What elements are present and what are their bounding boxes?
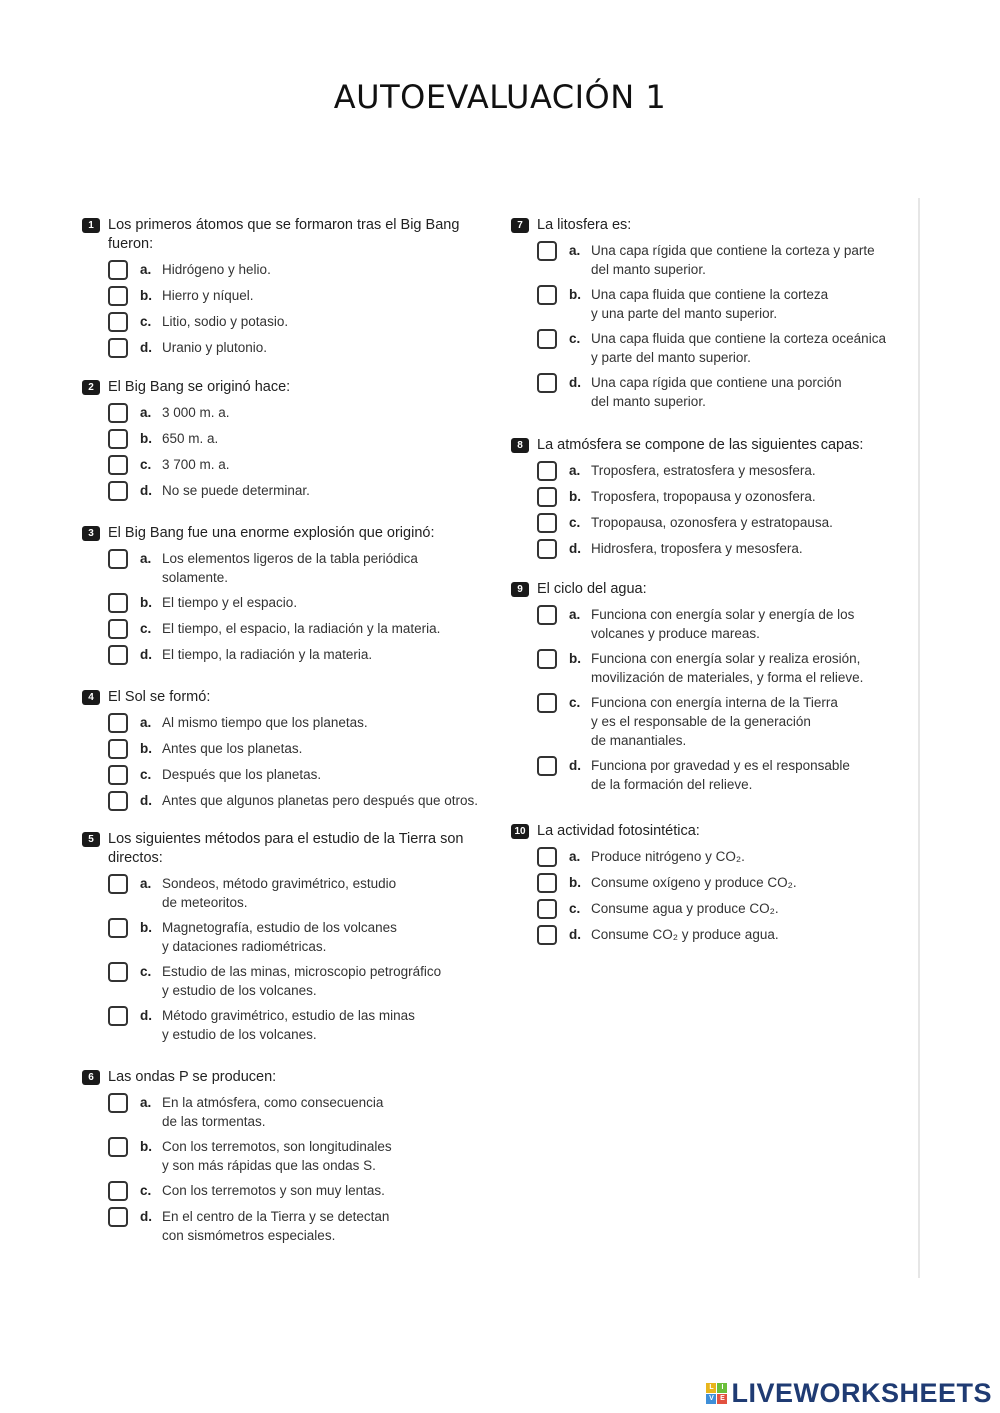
answer-option[interactable]	[108, 739, 482, 759]
option-text: Estudio de las minas, microscopio petrográfico y estudio de los volcanes.	[162, 964, 442, 998]
answer-option[interactable]	[108, 1181, 482, 1201]
question-text: Los primeros átomos que se formaron tras el Big Bang fueron:	[108, 217, 460, 252]
logo-text: LIVEWORKSHEETS	[731, 1378, 992, 1408]
option-text: Una capa fluida que contiene la corteza oceánica y parte del manto superior.	[591, 331, 886, 365]
answer-option[interactable]	[537, 925, 911, 945]
answer-checkbox[interactable]	[108, 645, 128, 665]
option-letter: c.	[140, 314, 152, 329]
question-text: Las ondas P se producen:	[108, 1069, 277, 1085]
question-8	[511, 436, 911, 559]
answer-checkbox[interactable]	[108, 791, 128, 811]
option-letter: b.	[569, 651, 581, 666]
answer-checkbox[interactable]	[108, 260, 128, 280]
option-letter: b.	[140, 431, 152, 446]
logo-mark-v: V	[706, 1394, 716, 1404]
option-letter: c.	[569, 515, 581, 530]
answer-option[interactable]	[537, 693, 911, 750]
option-letter: a.	[140, 405, 152, 420]
question-5	[82, 830, 482, 1044]
option-letter: b.	[569, 287, 581, 302]
answer-option[interactable]	[537, 241, 911, 279]
answer-option[interactable]	[537, 873, 911, 893]
question-heading	[82, 524, 482, 543]
option-letter: d.	[569, 758, 581, 773]
logo-mark-l: L	[706, 1383, 716, 1393]
question-text: La actividad fotosintética:	[537, 823, 700, 839]
question-text: La litosfera es:	[537, 217, 632, 233]
answer-option[interactable]	[537, 461, 911, 481]
option-letter: b.	[569, 875, 581, 890]
option-letter: d.	[569, 927, 581, 942]
option-letter: d.	[140, 483, 152, 498]
answer-option[interactable]	[537, 605, 911, 643]
question-text: La atmósfera se compone de las siguientes capas:	[537, 437, 864, 453]
question-text: El Sol se formó:	[108, 689, 211, 705]
answer-checkbox[interactable]	[537, 461, 557, 481]
option-letter: d.	[140, 1008, 152, 1023]
answer-option[interactable]	[537, 756, 911, 794]
answer-checkbox[interactable]	[537, 373, 557, 393]
question-number-badge: 6	[82, 1070, 100, 1085]
answer-option[interactable]	[108, 1093, 482, 1131]
answer-option[interactable]	[108, 429, 482, 449]
question-number-badge: 3	[82, 526, 100, 541]
question-text: El Big Bang se originó hace:	[108, 379, 291, 395]
answer-checkbox[interactable]	[108, 1137, 128, 1157]
answer-option[interactable]	[108, 338, 482, 358]
answer-checkbox[interactable]	[537, 847, 557, 867]
option-letter: c.	[569, 901, 581, 916]
question-1	[82, 216, 482, 358]
option-text: El tiempo, el espacio, la radiación y la materia.	[162, 621, 441, 636]
answer-option[interactable]	[537, 847, 911, 867]
question-text: El ciclo del agua:	[537, 581, 647, 597]
option-letter: d.	[569, 375, 581, 390]
option-text: No se puede determinar.	[162, 483, 310, 498]
option-letter: b.	[140, 595, 152, 610]
answer-checkbox[interactable]	[108, 549, 128, 569]
question-number-badge: 10	[511, 824, 529, 839]
option-text: Hidrógeno y helio.	[162, 262, 271, 277]
question-4	[82, 688, 482, 811]
question-heading	[82, 1068, 482, 1087]
option-letter: a.	[569, 849, 581, 864]
question-heading	[82, 378, 482, 397]
question-2	[82, 378, 482, 501]
answer-checkbox[interactable]	[108, 429, 128, 449]
answer-checkbox[interactable]	[108, 713, 128, 733]
option-letter: a.	[140, 876, 152, 891]
answer-option[interactable]	[108, 1207, 482, 1245]
question-number-badge: 5	[82, 832, 100, 847]
option-text: Troposfera, tropopausa y ozonosfera.	[591, 489, 816, 504]
answer-option[interactable]	[108, 1137, 482, 1175]
answer-checkbox[interactable]	[108, 338, 128, 358]
answer-checkbox[interactable]	[108, 455, 128, 475]
option-text: El tiempo, la radiación y la materia.	[162, 647, 373, 662]
question-heading	[511, 436, 911, 455]
answer-option[interactable]	[108, 713, 482, 733]
answer-checkbox[interactable]	[108, 1207, 128, 1227]
option-text: 650 m. a.	[162, 431, 219, 446]
answer-checkbox[interactable]	[108, 1093, 128, 1113]
option-letter: c.	[569, 695, 581, 710]
question-heading	[511, 580, 911, 599]
answer-checkbox[interactable]	[108, 481, 128, 501]
answer-option[interactable]	[108, 481, 482, 501]
question-number-badge: 2	[82, 380, 100, 395]
option-letter: b.	[140, 1139, 152, 1154]
option-text: En el centro de la Tierra y se detectan con sismómetros especiales.	[162, 1209, 390, 1243]
option-text: Los elementos ligeros de la tabla periódica solamente.	[162, 551, 418, 585]
answer-option[interactable]	[108, 791, 482, 811]
answer-checkbox[interactable]	[108, 1006, 128, 1026]
question-number-badge: 7	[511, 218, 529, 233]
question-number-badge: 8	[511, 438, 529, 453]
question-heading	[82, 830, 482, 868]
option-text: Consume agua y produce CO₂.	[591, 901, 779, 916]
answer-option[interactable]	[537, 513, 911, 533]
page-title: AUTOEVALUACIÓN 1	[333, 78, 667, 116]
answer-option[interactable]	[108, 260, 482, 280]
answer-option[interactable]	[108, 549, 482, 587]
option-text: Funciona por gravedad y es el responsable de la formación del relieve.	[591, 758, 850, 792]
answer-checkbox[interactable]	[108, 874, 128, 894]
answer-option[interactable]	[108, 593, 482, 613]
option-letter: a.	[140, 1095, 152, 1110]
question-number-badge: 4	[82, 690, 100, 705]
option-letter: c.	[569, 331, 581, 346]
option-letter: c.	[140, 621, 152, 636]
question-text: El Big Bang fue una enorme explosión que originó:	[108, 525, 435, 541]
option-letter: d.	[140, 793, 152, 808]
answer-option[interactable]	[108, 962, 482, 1000]
answer-checkbox[interactable]	[108, 403, 128, 423]
option-text: Una capa rígida que contiene una porción del manto superior.	[591, 375, 842, 409]
answer-checkbox[interactable]	[537, 241, 557, 261]
option-text: Una capa rígida que contiene la corteza y parte del manto superior.	[591, 243, 875, 277]
question-heading	[82, 216, 482, 254]
answer-option[interactable]	[108, 312, 482, 332]
question-3	[82, 524, 482, 665]
option-letter: d.	[569, 541, 581, 556]
answer-checkbox[interactable]	[537, 756, 557, 776]
question-9	[511, 580, 911, 794]
answer-option[interactable]	[537, 539, 911, 559]
answer-checkbox[interactable]	[537, 693, 557, 713]
answer-checkbox[interactable]	[108, 765, 128, 785]
answer-option[interactable]	[537, 649, 911, 687]
logo-mark-i: I	[717, 1383, 727, 1393]
answer-checkbox[interactable]	[108, 918, 128, 938]
option-text: Al mismo tiempo que los planetas.	[162, 715, 368, 730]
option-text: Con los terremotos, son longitudinales y son más rápidas que las ondas S.	[162, 1139, 392, 1173]
option-text: Uranio y plutonio.	[162, 340, 268, 355]
question-text: Los siguientes métodos para el estudio de la Tierra son directos:	[108, 831, 464, 866]
option-letter: d.	[140, 647, 152, 662]
option-text: Consume CO₂ y produce agua.	[591, 927, 779, 942]
liveworksheets-logo	[706, 1378, 992, 1409]
question-number-badge: 1	[82, 218, 100, 233]
answer-option[interactable]	[108, 918, 482, 956]
option-letter: c.	[140, 964, 152, 979]
option-text: Método gravimétrico, estudio de las minas y estudio de los volcanes.	[162, 1008, 415, 1042]
option-letter: b.	[140, 288, 152, 303]
option-text: Produce nitrógeno y CO₂.	[591, 849, 745, 864]
option-text: Hidrosfera, troposfera y mesosfera.	[591, 541, 803, 556]
option-letter: a.	[140, 715, 152, 730]
option-letter: a.	[569, 607, 581, 622]
answer-checkbox[interactable]	[537, 873, 557, 893]
option-letter: c.	[140, 1183, 152, 1198]
answer-checkbox[interactable]	[108, 1181, 128, 1201]
answer-option[interactable]	[108, 455, 482, 475]
logo-mark-e: E	[717, 1394, 727, 1404]
answer-checkbox[interactable]	[537, 539, 557, 559]
option-text: 3 000 m. a.	[162, 405, 230, 420]
option-text: Consume oxígeno y produce CO₂.	[591, 875, 797, 890]
answer-checkbox[interactable]	[537, 649, 557, 669]
answer-option[interactable]	[537, 329, 911, 367]
answer-checkbox[interactable]	[108, 739, 128, 759]
option-letter: b.	[140, 741, 152, 756]
question-heading	[82, 688, 482, 707]
answer-checkbox[interactable]	[537, 513, 557, 533]
answer-option[interactable]	[108, 874, 482, 912]
question-number-badge: 9	[511, 582, 529, 597]
option-text: El tiempo y el espacio.	[162, 595, 298, 610]
answer-option[interactable]	[537, 487, 911, 507]
answer-checkbox[interactable]	[108, 619, 128, 639]
option-letter: b.	[140, 920, 152, 935]
option-text: Funciona con energía solar y realiza erosión, movilización de materiales, y forma el relieve.	[591, 651, 864, 685]
option-text: Con los terremotos y son muy lentas.	[162, 1183, 385, 1198]
option-text: Magnetografía, estudio de los volcanes y dataciones radiométricas.	[162, 920, 397, 954]
option-text: Antes que los planetas.	[162, 741, 303, 756]
option-text: Después que los planetas.	[162, 767, 322, 782]
answer-option[interactable]	[108, 1006, 482, 1044]
option-letter: d.	[140, 340, 152, 355]
answer-checkbox[interactable]	[537, 329, 557, 349]
column-divider	[918, 198, 920, 1278]
question-6	[82, 1068, 482, 1245]
option-text: Litio, sodio y potasio.	[162, 314, 289, 329]
answer-option[interactable]	[108, 286, 482, 306]
answer-option[interactable]	[108, 765, 482, 785]
answer-option[interactable]	[537, 285, 911, 323]
option-text: Tropopausa, ozonosfera y estratopausa.	[591, 515, 833, 530]
option-text: Sondeos, método gravimétrico, estudio de meteoritos.	[162, 876, 397, 910]
question-10	[511, 822, 911, 945]
question-7	[511, 216, 911, 411]
option-letter: a.	[569, 243, 581, 258]
option-text: Una capa fluida que contiene la corteza y una parte del manto superior.	[591, 287, 829, 321]
answer-checkbox[interactable]	[537, 487, 557, 507]
answer-checkbox[interactable]	[108, 593, 128, 613]
answer-checkbox[interactable]	[537, 605, 557, 625]
option-text: Funciona con energía solar y energía de los volcanes y produce mareas.	[591, 607, 855, 641]
answer-checkbox[interactable]	[108, 312, 128, 332]
option-text: Antes que algunos planetas pero después que otros.	[162, 793, 478, 808]
option-text: Hierro y níquel.	[162, 288, 254, 303]
answer-option[interactable]	[108, 619, 482, 639]
answer-checkbox[interactable]	[537, 899, 557, 919]
question-heading	[511, 822, 911, 841]
question-heading	[511, 216, 911, 235]
answer-checkbox[interactable]	[537, 925, 557, 945]
option-letter: a.	[140, 262, 152, 277]
liveworksheets-logo-icon	[706, 1383, 727, 1404]
option-text: En la atmósfera, como consecuencia de las tormentas.	[162, 1095, 384, 1129]
option-text: Troposfera, estratosfera y mesosfera.	[591, 463, 816, 478]
answer-option[interactable]	[108, 645, 482, 665]
option-letter: d.	[140, 1209, 152, 1224]
option-letter: a.	[140, 551, 152, 566]
option-letter: c.	[140, 767, 152, 782]
option-letter: c.	[140, 457, 152, 472]
option-letter: a.	[569, 463, 581, 478]
answer-option[interactable]	[537, 899, 911, 919]
answer-checkbox[interactable]	[537, 285, 557, 305]
answer-option[interactable]	[537, 373, 911, 411]
answer-checkbox[interactable]	[108, 962, 128, 982]
answer-checkbox[interactable]	[108, 286, 128, 306]
answer-option[interactable]	[108, 403, 482, 423]
option-text: Funciona con energía interna de la Tierra y es el responsable de la generación de manantiales.	[591, 695, 838, 748]
option-letter: b.	[569, 489, 581, 504]
option-text: 3 700 m. a.	[162, 457, 230, 472]
